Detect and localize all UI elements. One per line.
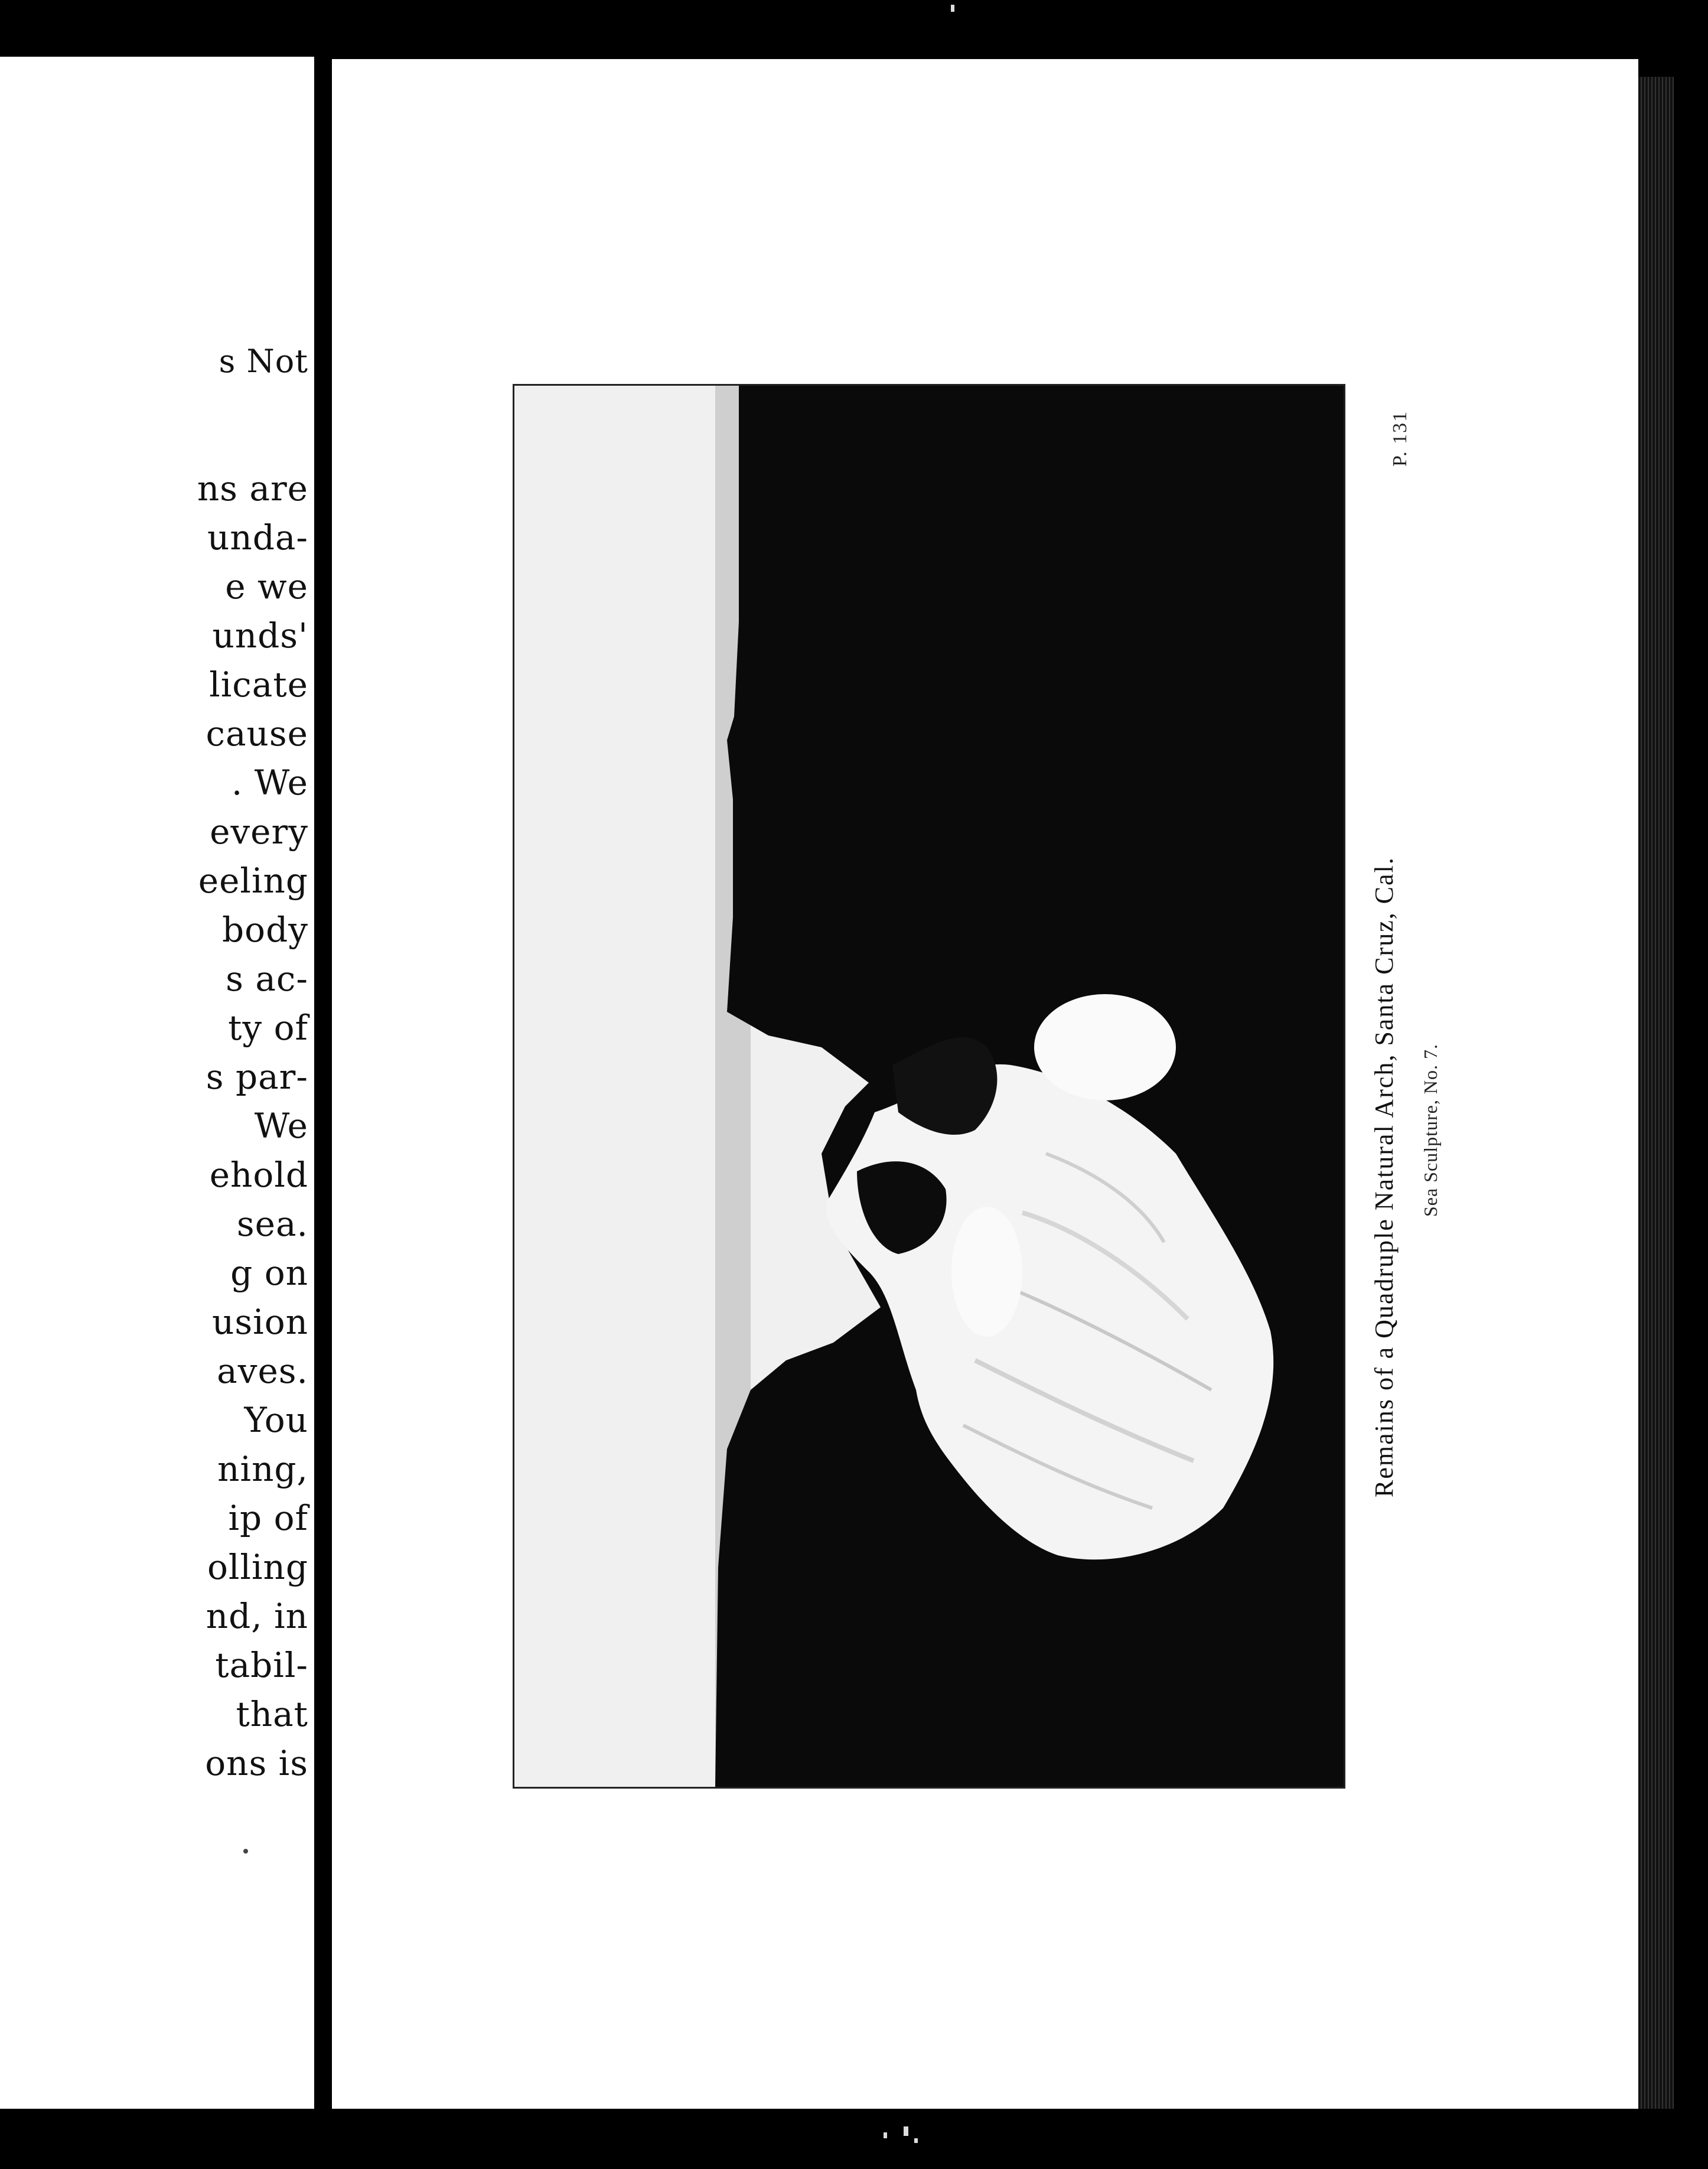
sea-arch-photo xyxy=(514,386,1344,1787)
speck xyxy=(951,5,954,12)
left-page-text xyxy=(197,464,308,1788)
text-line: eeling xyxy=(198,861,308,901)
text-line: g on xyxy=(230,1253,308,1293)
text-line: usion xyxy=(212,1302,308,1342)
plate-caption: Remains of a Quadruple Natural Arch, Santa Cruz, Cal. xyxy=(1370,856,1399,1497)
text-line: tabil- xyxy=(215,1645,308,1685)
text-line: ning, xyxy=(217,1449,308,1489)
text-line: You xyxy=(244,1400,308,1440)
text-line: s ac- xyxy=(226,959,308,999)
text-line: every xyxy=(210,812,308,852)
text-line: ns are xyxy=(197,468,308,509)
speck xyxy=(904,2126,908,2136)
text-line: nd, in xyxy=(206,1596,308,1636)
chapter-heading: s Not xyxy=(219,343,308,380)
text-line: aves. xyxy=(217,1351,308,1391)
text-line: ons is xyxy=(205,1743,308,1783)
text-line: cause xyxy=(206,714,308,754)
text-line: unda- xyxy=(207,517,308,558)
text-line: ty of xyxy=(228,1008,308,1048)
text-line: sea. xyxy=(236,1204,308,1244)
text-line: ip of xyxy=(228,1498,308,1538)
speck xyxy=(884,2132,887,2138)
book-gutter xyxy=(314,57,332,2109)
plate-series-label: Sea Sculpture, No. 7. xyxy=(1420,1044,1441,1217)
text-line: . We xyxy=(231,763,308,803)
text-line: ehold xyxy=(209,1155,308,1195)
text-line: licate xyxy=(209,665,308,705)
page-reference: P. 131 xyxy=(1389,410,1411,467)
page-speck xyxy=(243,1849,248,1854)
text-line: body xyxy=(222,910,308,950)
speck xyxy=(914,2138,918,2143)
text-line: s par- xyxy=(206,1057,308,1097)
text-line: unds' xyxy=(212,615,308,656)
text-line: olling xyxy=(207,1547,308,1587)
text-line: We xyxy=(254,1106,308,1146)
left-page xyxy=(0,57,314,2109)
photo-plate xyxy=(513,384,1345,1789)
page-edges xyxy=(1638,77,1674,2109)
text-line: that xyxy=(236,1694,308,1734)
text-line: e we xyxy=(225,566,308,607)
